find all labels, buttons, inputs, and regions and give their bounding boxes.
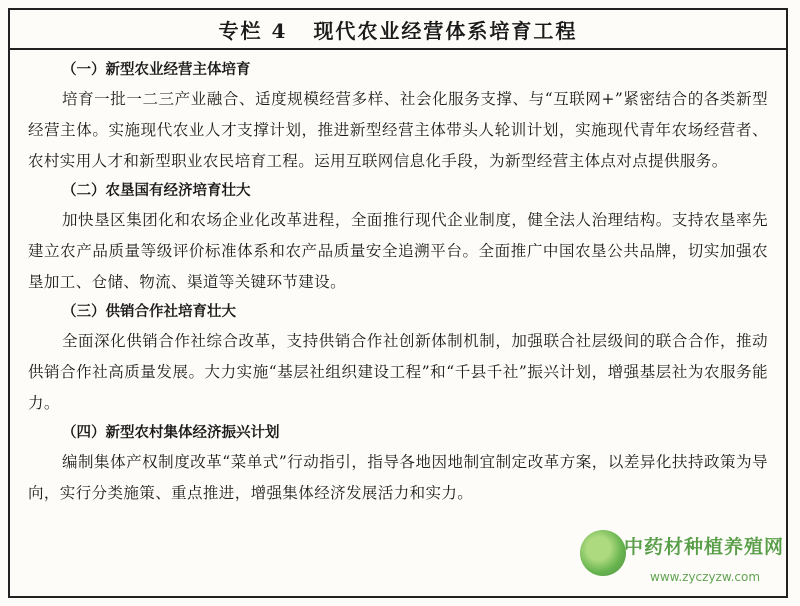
section-heading: （三）供销合作社培育壮大 bbox=[62, 303, 236, 320]
section-heading: （一）新型农业经营主体培育 bbox=[62, 61, 251, 78]
herb-logo-icon bbox=[580, 530, 626, 576]
box-content bbox=[10, 50, 786, 509]
section-paragraph: 加快垦区集团化和农场企业化改革进程，全面推行现代企业制度，健全法人治理结构。支持农垦率先建立农产品质量等级评价标准体系和农产品质量安全追溯平台。全面推广中国农垦公共品牌，切实加强农垦加工、仓储、物流、渠道等关键环节建设。 bbox=[28, 211, 768, 291]
box-label: 专栏 4 bbox=[218, 18, 288, 43]
watermark-url: www.zyczyzw.com bbox=[650, 570, 761, 584]
section-heading: （二）农垦国有经济培育壮大 bbox=[62, 182, 251, 199]
watermark-text: 中药材种植养殖网 bbox=[624, 536, 785, 558]
site-watermark bbox=[580, 526, 790, 600]
section-paragraph: 编制集体产权制度改革“菜单式”行动指引，指导各地因地制宜制定改革方案，以差异化扶持政策为导向，实行分类施策、重点推进，增强集体经济发展活力和实力。 bbox=[28, 453, 768, 502]
column-box bbox=[8, 8, 788, 598]
section-heading: （四）新型农村集体经济振兴计划 bbox=[62, 424, 280, 441]
box-title-text: 现代农业经营体系培育工程 bbox=[313, 18, 578, 43]
box-title bbox=[10, 10, 786, 50]
section-paragraph: 全面深化供销合作社综合改革，支持供销合作社创新体制机制，加强联合社层级间的联合合作，推动供销合作社高质量发展。大力实施“基层社组织建设工程”和“千县千社”振兴计划，增强基层社为农服务能力。 bbox=[28, 332, 768, 412]
section-paragraph: 培育一批一二三产业融合、适度规模经营多样、社会化服务支撑、与“互联网+”紧密结合的各类新型经营主体。实施现代农业人才支撑计划，推进新型经营主体带头人轮训计划，实施现代青年农场经营者、农村实用人才和新型职业农民培育工程。运用互联网信息化手段，为新型经营主体点对点提供服务。 bbox=[28, 90, 768, 170]
